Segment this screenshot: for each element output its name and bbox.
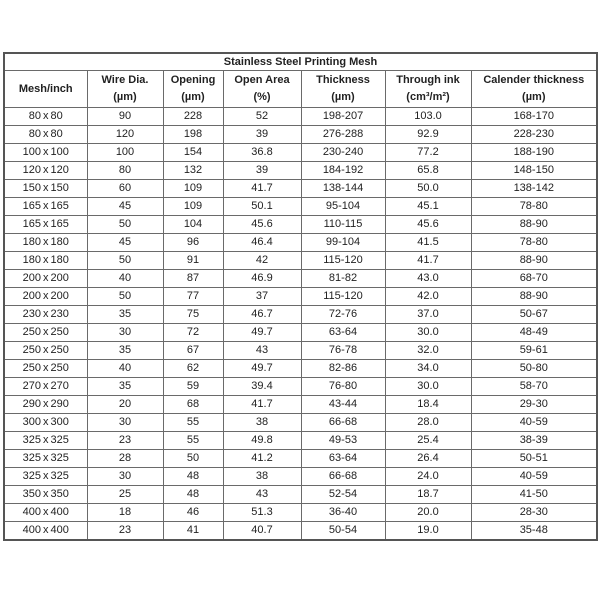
through-ink-cell: 30.0 <box>385 324 471 342</box>
mesh-cell: 250 x 250 <box>4 360 87 378</box>
table-row <box>4 252 597 270</box>
open-area-cell: 36.8 <box>223 144 301 162</box>
column-header-unit: (µm) <box>331 91 355 103</box>
opening-cell: 48 <box>163 486 223 504</box>
stainless-steel-mesh-table <box>3 52 598 541</box>
through-ink-cell: 42.0 <box>385 288 471 306</box>
opening-cell: 109 <box>163 198 223 216</box>
wire-dia-cell: 35 <box>87 342 163 360</box>
wire-dia-cell: 23 <box>87 432 163 450</box>
table-row <box>4 162 597 180</box>
opening-cell: 59 <box>163 378 223 396</box>
table-row <box>4 360 597 378</box>
open-area-cell: 41.2 <box>223 450 301 468</box>
opening-cell: 62 <box>163 360 223 378</box>
open-area-cell: 49.7 <box>223 324 301 342</box>
through-ink-cell: 20.0 <box>385 504 471 522</box>
opening-cell: 50 <box>163 450 223 468</box>
open-area-cell: 50.1 <box>223 198 301 216</box>
table-row <box>4 342 597 360</box>
header-mesh-inch <box>4 71 87 108</box>
through-ink-cell: 77.2 <box>385 144 471 162</box>
open-area-cell: 38 <box>223 414 301 432</box>
column-header-label: Thickness <box>316 74 370 86</box>
table-row <box>4 108 597 126</box>
table-row <box>4 324 597 342</box>
table-row <box>4 396 597 414</box>
calender-thickness-cell: 78-80 <box>471 198 597 216</box>
opening-cell: 87 <box>163 270 223 288</box>
opening-cell: 72 <box>163 324 223 342</box>
through-ink-cell: 43.0 <box>385 270 471 288</box>
wire-dia-cell: 60 <box>87 180 163 198</box>
wire-dia-cell: 30 <box>87 324 163 342</box>
header-through-ink <box>385 71 471 108</box>
calender-thickness-cell: 38-39 <box>471 432 597 450</box>
table-title: Stainless Steel Printing Mesh <box>4 53 597 71</box>
mesh-cell: 100 x 100 <box>4 144 87 162</box>
table-row <box>4 468 597 486</box>
open-area-cell: 41.7 <box>223 180 301 198</box>
mesh-cell: 80 x 80 <box>4 108 87 126</box>
table-row <box>4 216 597 234</box>
wire-dia-cell: 90 <box>87 108 163 126</box>
wire-dia-cell: 30 <box>87 414 163 432</box>
column-header-label: Opening <box>170 74 216 86</box>
opening-cell: 109 <box>163 180 223 198</box>
mesh-cell: 200 x 200 <box>4 270 87 288</box>
calender-thickness-cell: 29-30 <box>471 396 597 414</box>
table-row <box>4 306 597 324</box>
open-area-cell: 51.3 <box>223 504 301 522</box>
wire-dia-cell: 18 <box>87 504 163 522</box>
calender-thickness-cell: 188-190 <box>471 144 597 162</box>
thickness-cell: 72-76 <box>301 306 385 324</box>
table-row <box>4 486 597 504</box>
thickness-cell: 66-68 <box>301 468 385 486</box>
thickness-cell: 138-144 <box>301 180 385 198</box>
through-ink-cell: 24.0 <box>385 468 471 486</box>
column-header-label: Calender thickness <box>483 74 585 86</box>
column-header-unit: (µm) <box>522 91 546 103</box>
calender-thickness-cell: 168-170 <box>471 108 597 126</box>
open-area-cell: 43 <box>223 486 301 504</box>
calender-thickness-cell: 50-67 <box>471 306 597 324</box>
column-header-unit: (cm³/m²) <box>406 91 450 103</box>
opening-cell: 132 <box>163 162 223 180</box>
thickness-cell: 76-80 <box>301 378 385 396</box>
thickness-cell: 66-68 <box>301 414 385 432</box>
mesh-cell: 80 x 80 <box>4 126 87 144</box>
through-ink-cell: 18.4 <box>385 396 471 414</box>
thickness-cell: 115-120 <box>301 252 385 270</box>
thickness-cell: 36-40 <box>301 504 385 522</box>
column-header-label: Open Area <box>234 74 290 86</box>
open-area-cell: 40.7 <box>223 522 301 541</box>
column-header-unit: (%) <box>253 91 271 103</box>
through-ink-cell: 45.1 <box>385 198 471 216</box>
column-header-label: Wire Dia. <box>101 74 149 86</box>
opening-cell: 228 <box>163 108 223 126</box>
calender-thickness-cell: 28-30 <box>471 504 597 522</box>
table-row <box>4 180 597 198</box>
table-row <box>4 288 597 306</box>
wire-dia-cell: 23 <box>87 522 163 541</box>
opening-cell: 96 <box>163 234 223 252</box>
open-area-cell: 49.7 <box>223 360 301 378</box>
thickness-cell: 50-54 <box>301 522 385 541</box>
table-row <box>4 144 597 162</box>
table-row <box>4 270 597 288</box>
table-row <box>4 126 597 144</box>
table-row <box>4 234 597 252</box>
thickness-cell: 198-207 <box>301 108 385 126</box>
open-area-cell: 46.7 <box>223 306 301 324</box>
open-area-cell: 43 <box>223 342 301 360</box>
wire-dia-cell: 50 <box>87 288 163 306</box>
opening-cell: 154 <box>163 144 223 162</box>
opening-cell: 48 <box>163 468 223 486</box>
calender-thickness-cell: 41-50 <box>471 486 597 504</box>
opening-cell: 68 <box>163 396 223 414</box>
through-ink-cell: 18.7 <box>385 486 471 504</box>
mesh-cell: 400 x 400 <box>4 504 87 522</box>
calender-thickness-cell: 40-59 <box>471 414 597 432</box>
through-ink-cell: 37.0 <box>385 306 471 324</box>
thickness-cell: 43-44 <box>301 396 385 414</box>
thickness-cell: 76-78 <box>301 342 385 360</box>
mesh-cell: 325 x 325 <box>4 450 87 468</box>
wire-dia-cell: 25 <box>87 486 163 504</box>
thickness-cell: 95-104 <box>301 198 385 216</box>
header-thickness <box>301 71 385 108</box>
through-ink-cell: 41.7 <box>385 252 471 270</box>
thickness-cell: 49-53 <box>301 432 385 450</box>
wire-dia-cell: 50 <box>87 216 163 234</box>
wire-dia-cell: 20 <box>87 396 163 414</box>
table-row <box>4 450 597 468</box>
column-header-label: Through ink <box>396 74 460 86</box>
mesh-cell: 200 x 200 <box>4 288 87 306</box>
opening-cell: 104 <box>163 216 223 234</box>
title-row <box>4 53 597 71</box>
open-area-cell: 49.8 <box>223 432 301 450</box>
open-area-cell: 39 <box>223 162 301 180</box>
through-ink-cell: 25.4 <box>385 432 471 450</box>
calender-thickness-cell: 88-90 <box>471 288 597 306</box>
through-ink-cell: 50.0 <box>385 180 471 198</box>
table-row <box>4 432 597 450</box>
through-ink-cell: 45.6 <box>385 216 471 234</box>
thickness-cell: 63-64 <box>301 450 385 468</box>
through-ink-cell: 34.0 <box>385 360 471 378</box>
header-wire-dia <box>87 71 163 108</box>
mesh-cell: 325 x 325 <box>4 432 87 450</box>
column-header-unit: (µm) <box>181 91 205 103</box>
table-row <box>4 378 597 396</box>
table-row <box>4 414 597 432</box>
mesh-cell: 180 x 180 <box>4 252 87 270</box>
thickness-cell: 276-288 <box>301 126 385 144</box>
wire-dia-cell: 35 <box>87 378 163 396</box>
mesh-cell: 270 x 270 <box>4 378 87 396</box>
open-area-cell: 38 <box>223 468 301 486</box>
mesh-cell: 165 x 165 <box>4 198 87 216</box>
through-ink-cell: 28.0 <box>385 414 471 432</box>
opening-cell: 198 <box>163 126 223 144</box>
open-area-cell: 46.9 <box>223 270 301 288</box>
opening-cell: 46 <box>163 504 223 522</box>
mesh-cell: 350 x 350 <box>4 486 87 504</box>
mesh-cell: 325 x 325 <box>4 468 87 486</box>
through-ink-cell: 41.5 <box>385 234 471 252</box>
wire-dia-cell: 35 <box>87 306 163 324</box>
open-area-cell: 39.4 <box>223 378 301 396</box>
mesh-cell: 230 x 230 <box>4 306 87 324</box>
mesh-cell: 165 x 165 <box>4 216 87 234</box>
opening-cell: 67 <box>163 342 223 360</box>
through-ink-cell: 30.0 <box>385 378 471 396</box>
calender-thickness-cell: 40-59 <box>471 468 597 486</box>
opening-cell: 55 <box>163 414 223 432</box>
table-row <box>4 522 597 541</box>
mesh-cell: 120 x 120 <box>4 162 87 180</box>
mesh-cell: 250 x 250 <box>4 342 87 360</box>
table-row <box>4 198 597 216</box>
opening-cell: 91 <box>163 252 223 270</box>
calender-thickness-cell: 50-80 <box>471 360 597 378</box>
calender-thickness-cell: 48-49 <box>471 324 597 342</box>
calender-thickness-cell: 88-90 <box>471 216 597 234</box>
opening-cell: 41 <box>163 522 223 541</box>
header-open-area <box>223 71 301 108</box>
open-area-cell: 37 <box>223 288 301 306</box>
calender-thickness-cell: 58-70 <box>471 378 597 396</box>
mesh-cell: 250 x 250 <box>4 324 87 342</box>
thickness-cell: 52-54 <box>301 486 385 504</box>
header-calender-thickness <box>471 71 597 108</box>
header-row <box>4 71 597 108</box>
open-area-cell: 52 <box>223 108 301 126</box>
through-ink-cell: 92.9 <box>385 126 471 144</box>
calender-thickness-cell: 228-230 <box>471 126 597 144</box>
through-ink-cell: 32.0 <box>385 342 471 360</box>
calender-thickness-cell: 148-150 <box>471 162 597 180</box>
through-ink-cell: 103.0 <box>385 108 471 126</box>
thickness-cell: 63-64 <box>301 324 385 342</box>
mesh-cell: 150 x 150 <box>4 180 87 198</box>
open-area-cell: 42 <box>223 252 301 270</box>
header-opening <box>163 71 223 108</box>
thickness-cell: 230-240 <box>301 144 385 162</box>
wire-dia-cell: 30 <box>87 468 163 486</box>
calender-thickness-cell: 138-142 <box>471 180 597 198</box>
mesh-cell: 290 x 290 <box>4 396 87 414</box>
calender-thickness-cell: 68-70 <box>471 270 597 288</box>
through-ink-cell: 65.8 <box>385 162 471 180</box>
open-area-cell: 46.4 <box>223 234 301 252</box>
open-area-cell: 41.7 <box>223 396 301 414</box>
through-ink-cell: 26.4 <box>385 450 471 468</box>
opening-cell: 77 <box>163 288 223 306</box>
mesh-cell: 180 x 180 <box>4 234 87 252</box>
wire-dia-cell: 50 <box>87 252 163 270</box>
table-row <box>4 504 597 522</box>
thickness-cell: 184-192 <box>301 162 385 180</box>
calender-thickness-cell: 88-90 <box>471 252 597 270</box>
table-body <box>4 108 597 541</box>
wire-dia-cell: 45 <box>87 198 163 216</box>
thickness-cell: 110-115 <box>301 216 385 234</box>
thickness-cell: 99-104 <box>301 234 385 252</box>
wire-dia-cell: 28 <box>87 450 163 468</box>
mesh-cell: 400 x 400 <box>4 522 87 541</box>
thickness-cell: 82-86 <box>301 360 385 378</box>
wire-dia-cell: 40 <box>87 360 163 378</box>
mesh-cell: 300 x 300 <box>4 414 87 432</box>
wire-dia-cell: 45 <box>87 234 163 252</box>
calender-thickness-cell: 50-51 <box>471 450 597 468</box>
calender-thickness-cell: 78-80 <box>471 234 597 252</box>
open-area-cell: 45.6 <box>223 216 301 234</box>
wire-dia-cell: 40 <box>87 270 163 288</box>
thickness-cell: 81-82 <box>301 270 385 288</box>
column-header-unit: (µm) <box>113 91 137 103</box>
column-header-label: Mesh/inch <box>18 82 73 95</box>
through-ink-cell: 19.0 <box>385 522 471 541</box>
calender-thickness-cell: 35-48 <box>471 522 597 541</box>
wire-dia-cell: 100 <box>87 144 163 162</box>
open-area-cell: 39 <box>223 126 301 144</box>
wire-dia-cell: 120 <box>87 126 163 144</box>
opening-cell: 75 <box>163 306 223 324</box>
calender-thickness-cell: 59-61 <box>471 342 597 360</box>
opening-cell: 55 <box>163 432 223 450</box>
wire-dia-cell: 80 <box>87 162 163 180</box>
thickness-cell: 115-120 <box>301 288 385 306</box>
